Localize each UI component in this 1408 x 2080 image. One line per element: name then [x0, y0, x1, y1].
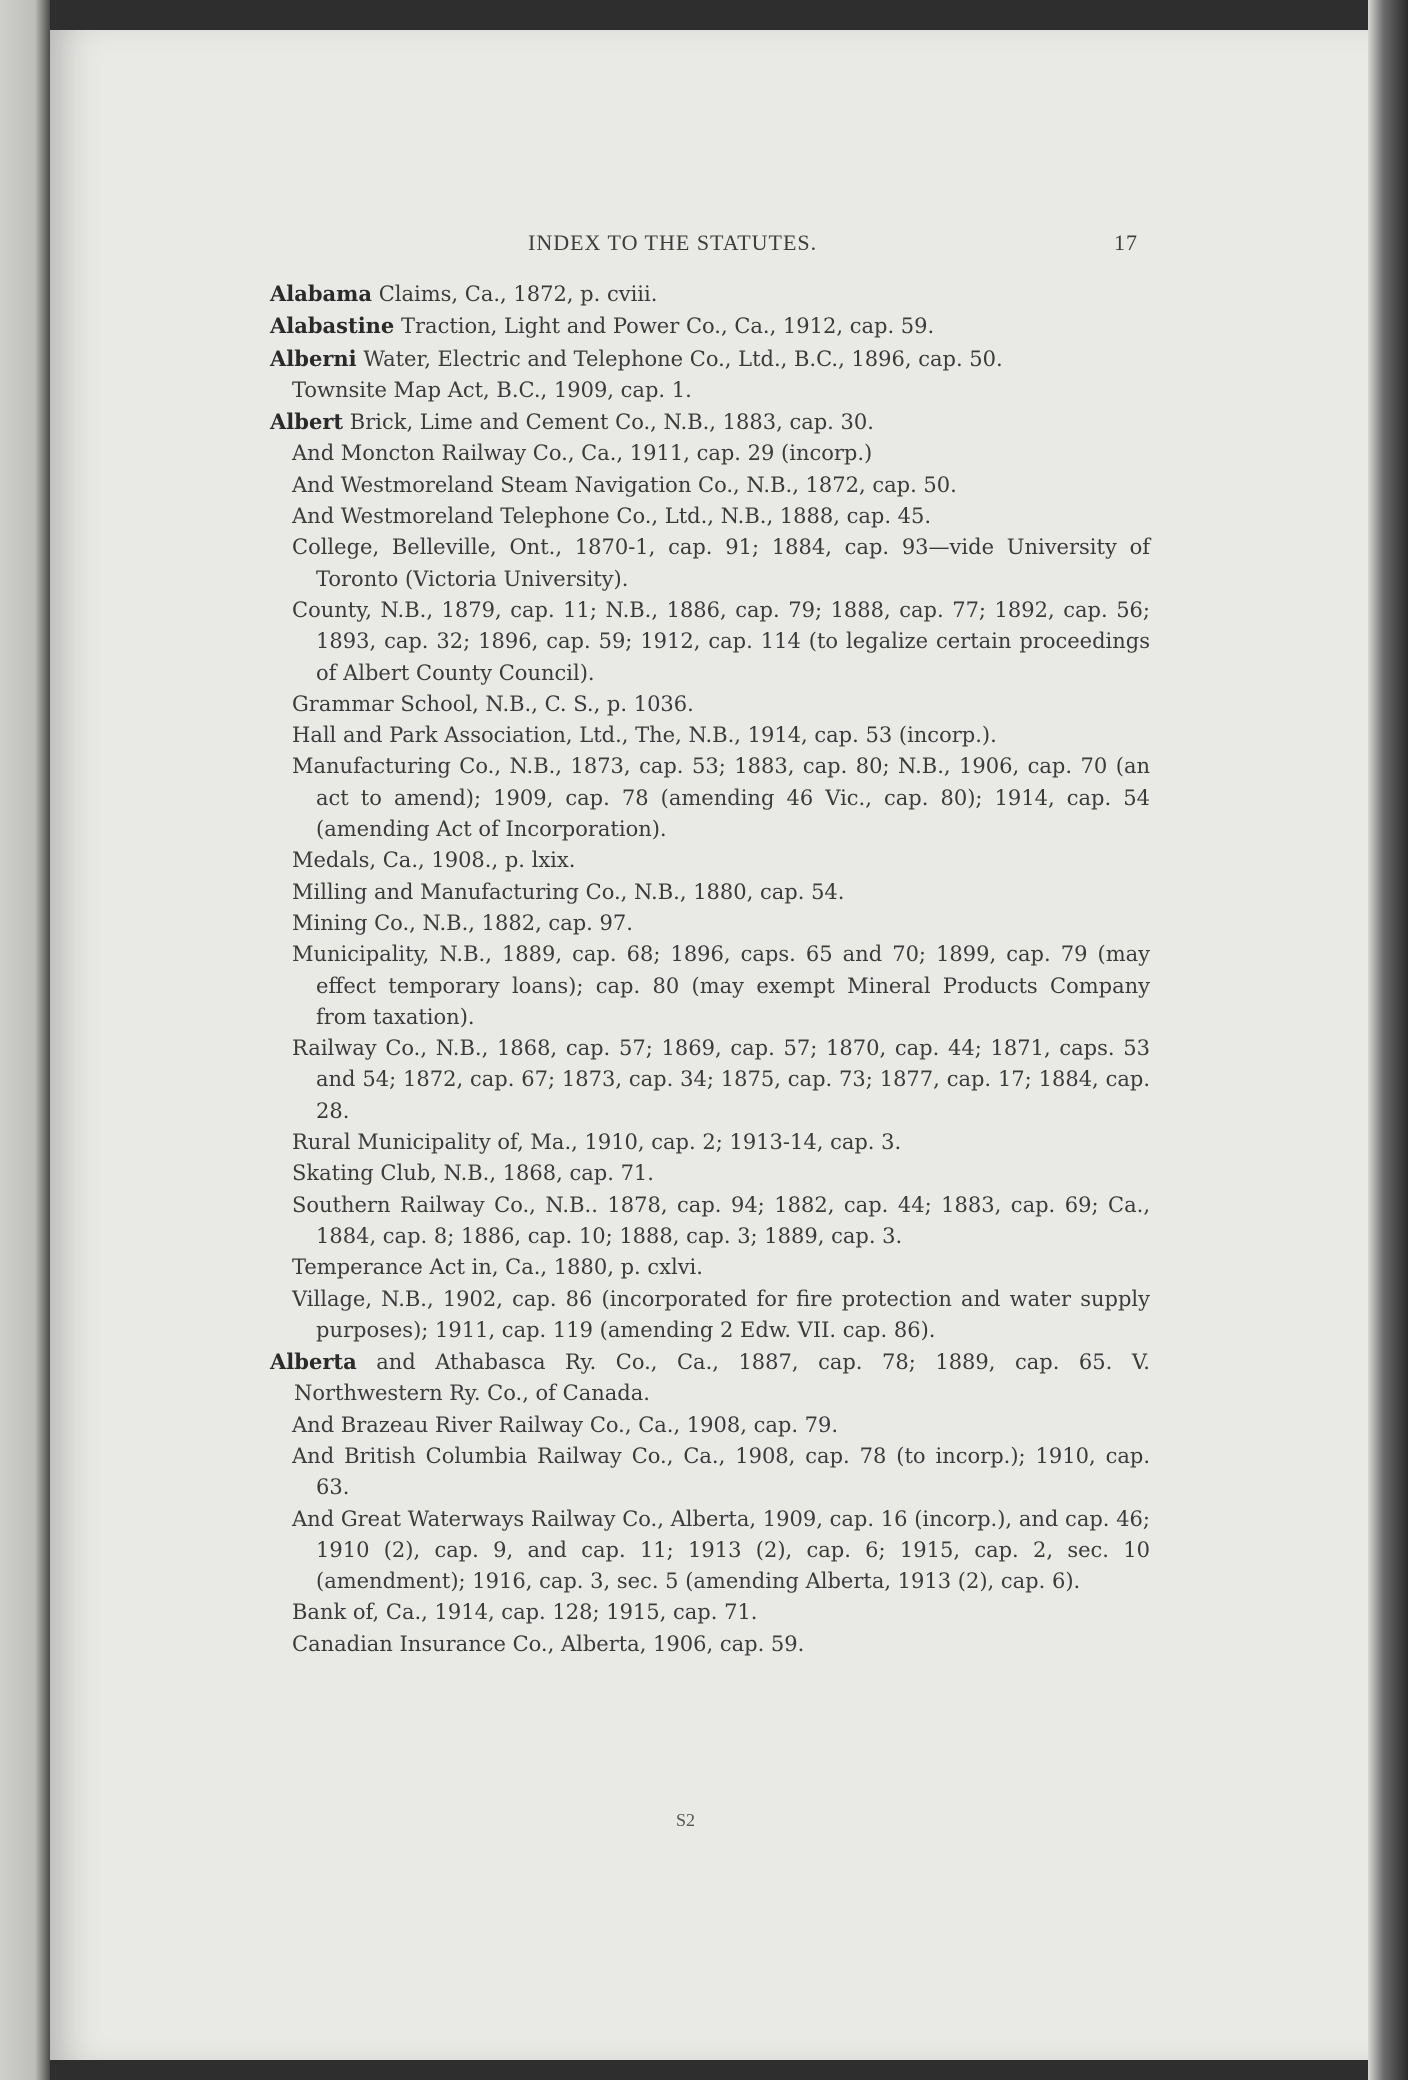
index-entry-sub [292, 1158, 1150, 1189]
entry-text: Medals, Ca., 1908., p. lxix. [292, 848, 576, 873]
entry-heading: Alberni [270, 345, 357, 371]
index-entry-main [270, 343, 1150, 375]
entry-text: Mining Co., N.B., 1882, cap. 97. [292, 910, 633, 935]
entry-text: Municipality, N.B., 1889, cap. 68; 1896, caps. 65 and 70; 1899, cap. 79 (may effect temporary loans); cap. 80 (may exempt Mineral Products Company from taxation). [292, 942, 1150, 1029]
entry-text: Milling and Manufacturing Co., N.B., 1880, cap. 54. [292, 879, 845, 904]
page-edge [1368, 0, 1408, 2080]
printer-signature: S2 [676, 1810, 696, 1830]
index-entry-sub [292, 1410, 1150, 1441]
entry-text: Water, Electric and Telephone Co., Ltd., B.C., 1896, cap. 50. [363, 346, 1003, 371]
entry-text: College, Belleville, Ont., 1870-1, cap. 91; 1884, cap. 93—vide University of Toronto (Victoria University). [292, 535, 1150, 591]
entry-text: Claims, Ca., 1872, p. cviii. [378, 282, 658, 306]
index-entry-main [270, 1346, 1150, 1410]
entry-text: County, N.B., 1879, cap. 11; N.B., 1886, cap. 79; 1888, cap. 77; 1892, cap. 56; 1893, cap. 32; 1896, cap. 59; 1912, cap. 114 (to legalize certain proceedings of Albert County Council). [292, 597, 1150, 685]
index-entry-main [270, 278, 1150, 310]
index-entry-sub [292, 595, 1150, 689]
index-entry-sub [292, 532, 1150, 595]
entry-text: and Athabasca Ry. Co., Ca., 1887, cap. 78; 1889, cap. 65. V. Northwestern Ry. Co., of Canada. [294, 1350, 1150, 1406]
index-entry-sub [292, 375, 1150, 406]
entry-text: And Westmoreland Steam Navigation Co., N.B., 1872, cap. 50. [292, 472, 957, 497]
running-head-title: INDEX TO THE STATUTES. [528, 230, 818, 255]
index-entry-sub [292, 877, 1150, 908]
index-entry-sub [292, 470, 1150, 501]
entry-text: And Great Waterways Railway Co., Alberta, 1909, cap. 16 (incorp.), and cap. 46; 1910 (2), cap. 9, and cap. 11; 1913 (2), cap. 6; 1915, cap. 2, sec. 10 (amendment); 1916, cap. 3, sec. 5 (amending Alberta, 1913 (2), cap. 6). [292, 1506, 1150, 1594]
entry-text: Bank of, Ca., 1914, cap. 128; 1915, cap. 71. [292, 1600, 758, 1625]
entry-heading: Alberta [270, 1349, 357, 1375]
index-entry-sub [292, 720, 1150, 751]
index-entry-sub [292, 1127, 1150, 1158]
index-entry-sub [292, 1629, 1150, 1660]
index-entry-sub [292, 689, 1150, 720]
entry-heading: Alabastine [270, 313, 395, 339]
index-entry-main [270, 310, 1150, 342]
index-entry-sub [292, 751, 1150, 845]
entry-text: Canadian Insurance Co., Alberta, 1906, cap. 59. [292, 1631, 805, 1656]
page-number: 17 [1114, 230, 1138, 255]
entry-text: Southern Railway Co., N.B.. 1878, cap. 94; 1882, cap. 44; 1883, cap. 69; Ca., 1884, cap. 8; 1886, cap. 10; 1888, cap. 3; 1889, cap. 3. [292, 1192, 1150, 1248]
index-entry-sub [292, 1033, 1150, 1127]
index-entry-sub [292, 438, 1150, 469]
index-entry-sub [292, 1597, 1150, 1628]
index-entry-sub [292, 501, 1150, 532]
index-entry-sub [292, 908, 1150, 939]
index-entry-sub [292, 1504, 1150, 1598]
index-entry-main [270, 406, 1150, 438]
entry-text: Manufacturing Co., N.B., 1873, cap. 53; 1883, cap. 80; N.B., 1906, cap. 70 (an act to amend); 1909, cap. 78 (amending 46 Vic., cap. 80); 1914, cap. 54 (amending Act of Incorporation). [292, 754, 1150, 842]
index-entry-sub [292, 1284, 1150, 1347]
index-entry-sub [292, 1441, 1150, 1504]
book-spine [0, 0, 50, 2080]
index-entries [270, 278, 1150, 1660]
entry-heading: Alabama [270, 281, 372, 306]
entry-heading: Albert [270, 409, 344, 435]
entry-text: And Westmoreland Telephone Co., Ltd., N.B., 1888, cap. 45. [292, 504, 932, 529]
index-entry-sub [292, 1252, 1150, 1283]
entry-text: Village, N.B., 1902, cap. 86 (incorporated for fire protection and water supply purposes); 1911, cap. 119 (amending 2 Edw. VII. cap. 86). [292, 1286, 1150, 1342]
entry-text: Townsite Map Act, B.C., 1909, cap. 1. [292, 377, 692, 402]
entry-text: And British Columbia Railway Co., Ca., 1908, cap. 78 (to incorp.); 1910, cap. 63. [292, 1443, 1150, 1500]
entry-text: Railway Co., N.B., 1868, cap. 57; 1869, cap. 57; 1870, cap. 44; 1871, caps. 53 and 54; 1872, cap. 67; 1873, cap. 34; 1875, cap. 73; 1877, cap. 17; 1884, cap. 28. [292, 1036, 1150, 1123]
entry-text: Hall and Park Association, Ltd., The, N.B., 1914, cap. 53 (incorp.). [292, 723, 997, 748]
entry-text: Traction, Light and Power Co., Ca., 1912, cap. 59. [401, 314, 935, 339]
entry-text: Rural Municipality of, Ma., 1910, cap. 2; 1913-14, cap. 3. [292, 1130, 902, 1155]
entry-text: Skating Club, N.B., 1868, cap. 71. [292, 1161, 654, 1186]
entry-text: Temperance Act in, Ca., 1880, p. cxlvi. [292, 1255, 703, 1280]
index-entry-sub [292, 1190, 1150, 1253]
entry-text: Grammar School, N.B., C. S., p. 1036. [292, 691, 694, 716]
index-entry-sub [292, 845, 1150, 876]
entry-text: Brick, Lime and Cement Co., N.B., 1883, cap. 30. [349, 410, 874, 435]
entry-text: And Moncton Railway Co., Ca., 1911, cap. 29 (incorp.) [292, 441, 873, 466]
entry-text: And Brazeau River Railway Co., Ca., 1908, cap. 79. [292, 1412, 839, 1437]
index-entry-sub [292, 939, 1150, 1033]
